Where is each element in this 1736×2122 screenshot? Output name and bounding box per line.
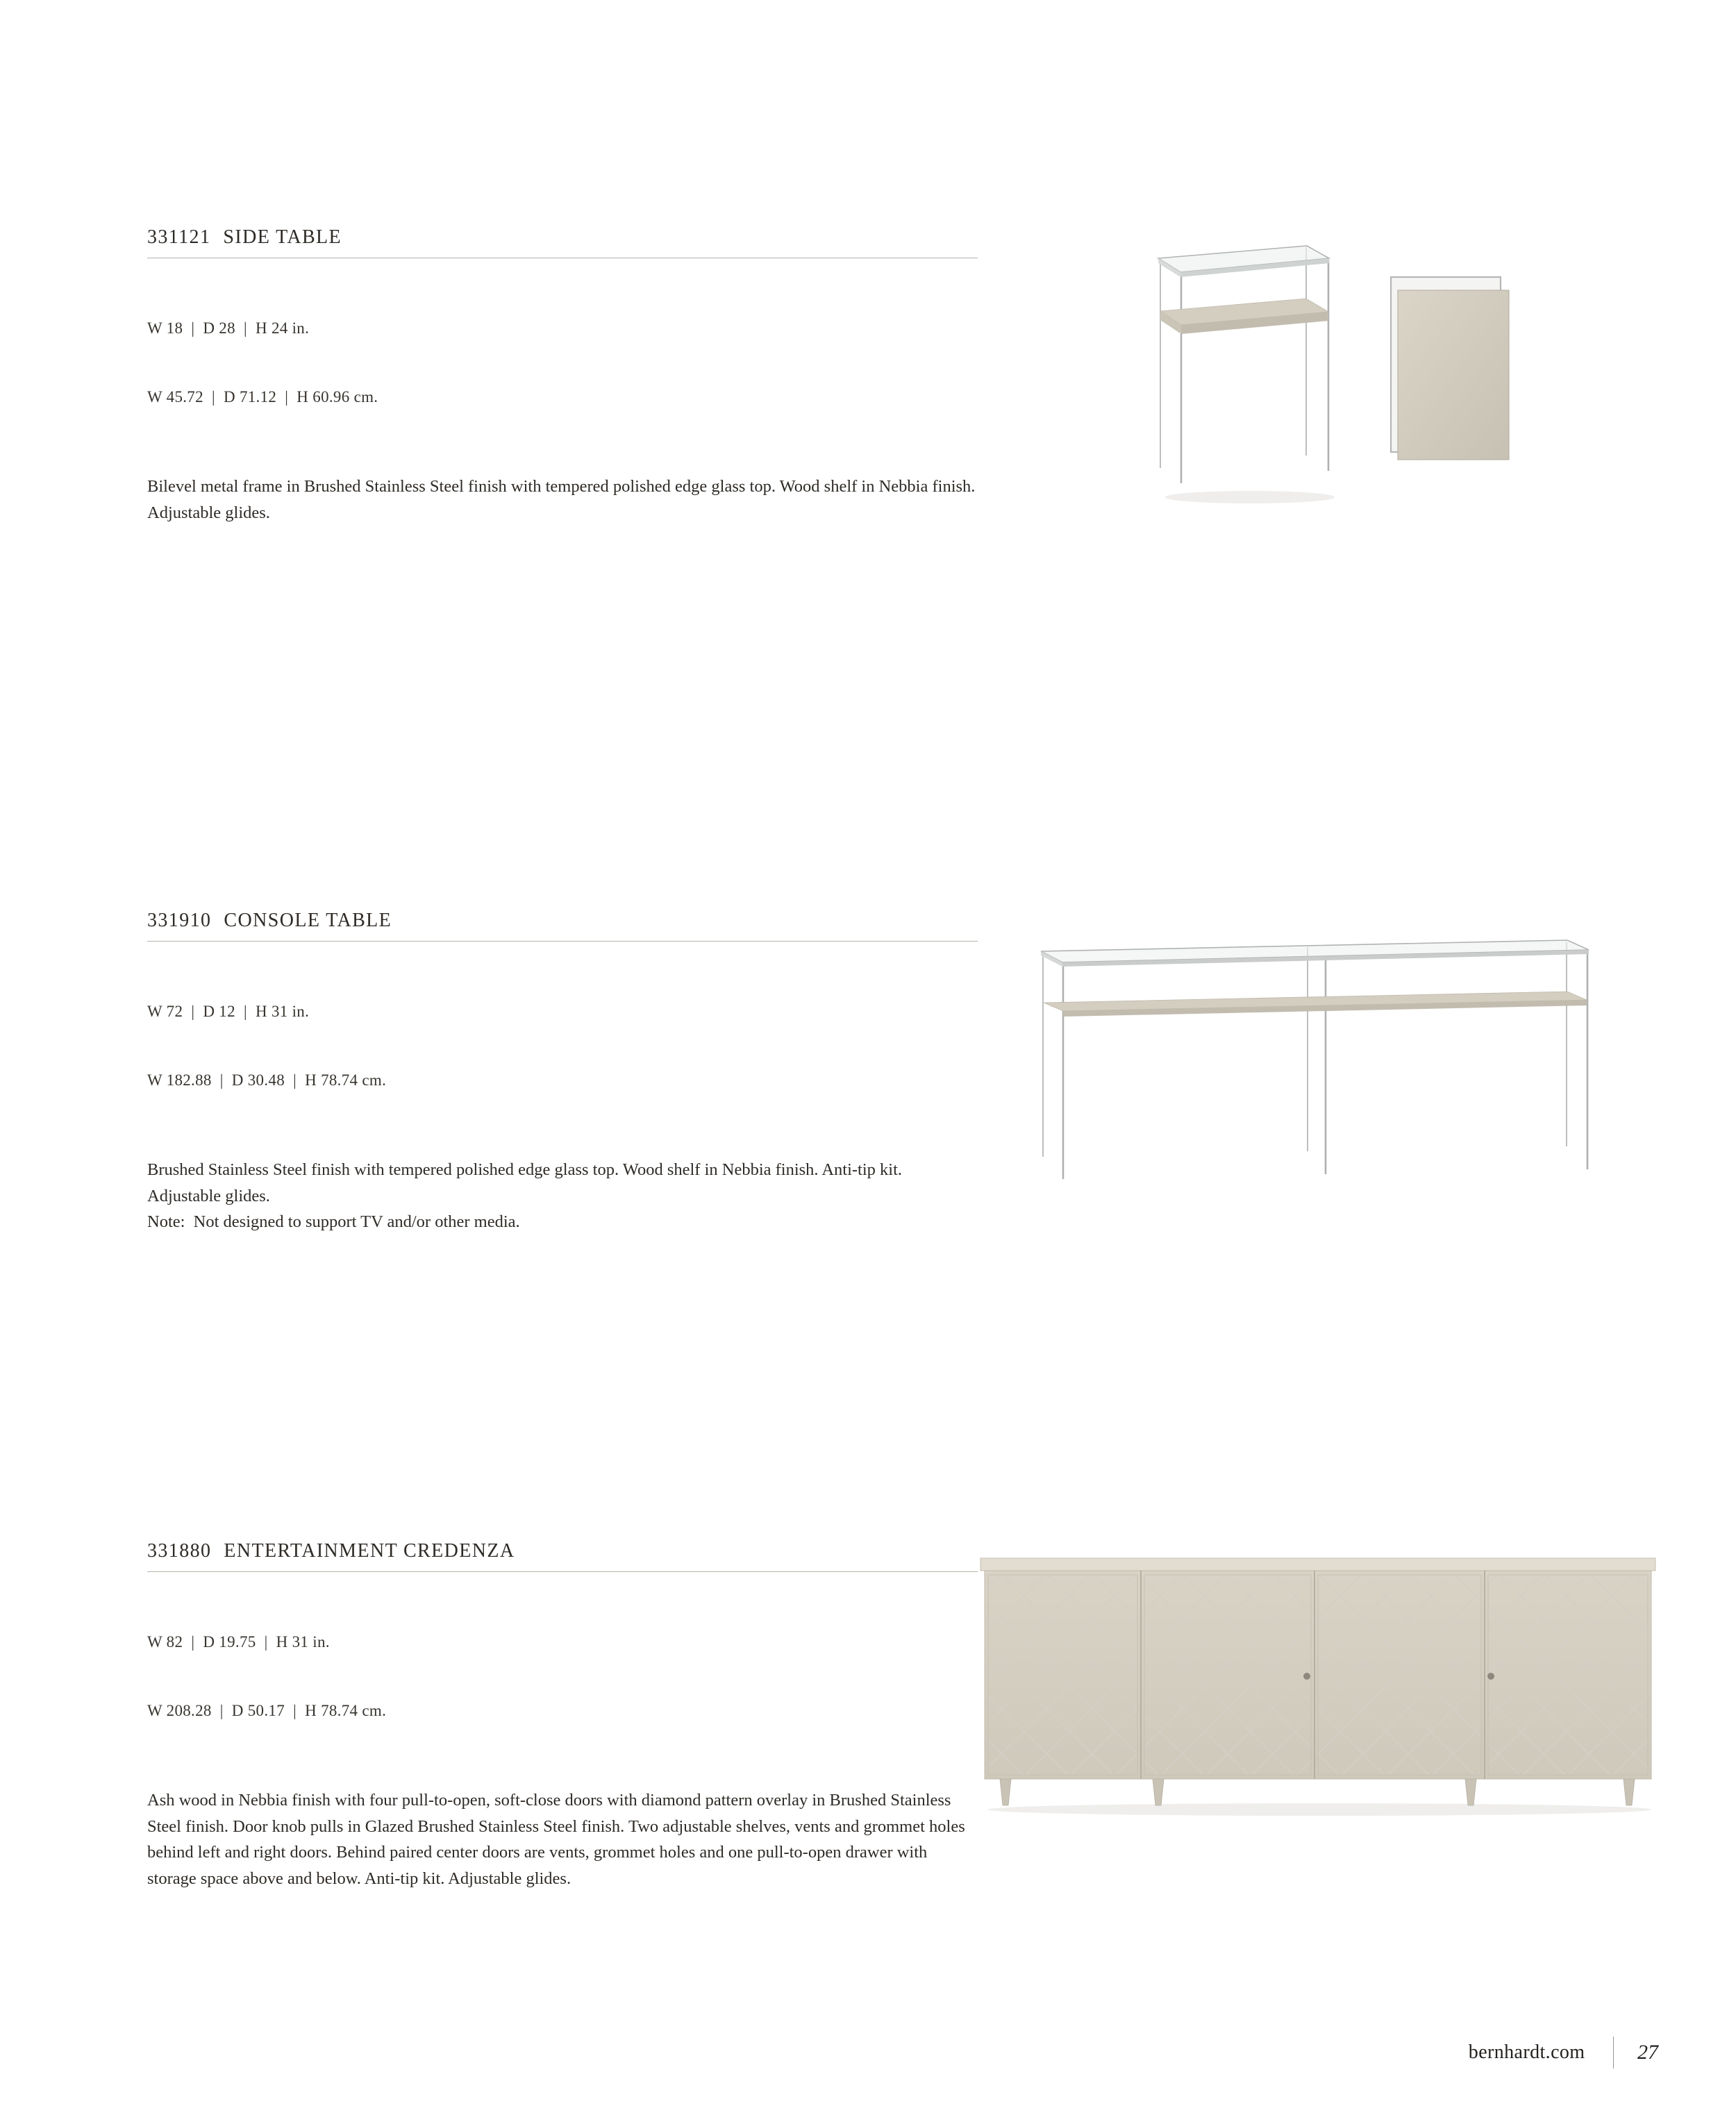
- side-table-top-view-image: [1389, 275, 1512, 466]
- product-sku: 331880: [147, 1540, 212, 1562]
- page-number: 27: [1637, 2041, 1658, 2064]
- product-description: Ash wood in Nebbia finish with four pull-to-open, soft-close doors with diamond pattern overlay in Brushed Stainless Steel finish. Door knob pulls in Glazed Brushed Stainless Steel finish. Two adjustable shelves, vents and grommet holes behind left and right doors. Behind paired center doors are vents, grommet holes and one pull-to-open drawer with storage space above and below. Anti-tip kit. Adjustable glides.: [147, 1791, 965, 1888]
- page-footer: [1469, 2035, 1658, 2071]
- dimensions-inches: W 82 | D 19.75 | H 31 in.: [147, 1633, 330, 1651]
- product-note: Note: Not designed to support TV and/or other media.: [147, 1212, 520, 1231]
- product-description: Brushed Stainless Steel finish with tempered polished edge glass top. Wood shelf in Nebbia finish. Anti-tip kit. Adjustable glides.: [147, 1160, 903, 1205]
- dimensions-block: [147, 954, 980, 1137]
- dimensions-inches: W 72 | D 12 | H 31 in.: [147, 1003, 310, 1020]
- product-title: [147, 226, 980, 249]
- footer-divider: [1613, 2037, 1614, 2069]
- entertainment-credenza-illustration: [979, 1550, 1660, 1819]
- dimensions-block: [147, 271, 980, 454]
- product-name: CONSOLE TABLE: [224, 910, 392, 931]
- product-name: ENTERTAINMENT CREDENZA: [224, 1540, 515, 1562]
- dimensions-cm: W 45.72 | D 71.12 | H 60.96 cm.: [147, 388, 378, 406]
- footer-website: bernhardt.com: [1468, 2041, 1585, 2063]
- dimensions-inches: W 18 | D 28 | H 24 in.: [147, 319, 310, 337]
- console-table-image: [1031, 935, 1599, 1194]
- side-table-illustration: [1146, 237, 1347, 514]
- console-table-illustration: [1031, 935, 1599, 1190]
- product-description: Bilevel metal frame in Brushed Stainless Steel finish with tempered polished edge glass top. Wood shelf in Nebbia finish. Adjustable glides.: [147, 477, 976, 522]
- dimensions-cm: W 208.28 | D 50.17 | H 78.74 cm.: [147, 1702, 387, 1719]
- product-name: SIDE TABLE: [223, 226, 342, 248]
- side-table-image: [1146, 237, 1347, 517]
- product-section-console-table: [147, 910, 980, 1235]
- entertainment-credenza-image: [979, 1550, 1660, 1823]
- product-sku: 331121: [147, 226, 211, 248]
- product-section-side-table: [147, 226, 980, 526]
- title-divider: [147, 941, 978, 942]
- side-table-top-view-illustration: [1389, 275, 1512, 462]
- dimensions-cm: W 182.88 | D 30.48 | H 78.74 cm.: [147, 1071, 387, 1089]
- title-divider: [147, 1571, 978, 1572]
- product-sku: 331910: [147, 910, 212, 931]
- product-title: [147, 1540, 980, 1562]
- dimensions-block: [147, 1585, 980, 1768]
- product-title: [147, 910, 980, 932]
- product-section-entertainment-credenza: [147, 1540, 980, 1891]
